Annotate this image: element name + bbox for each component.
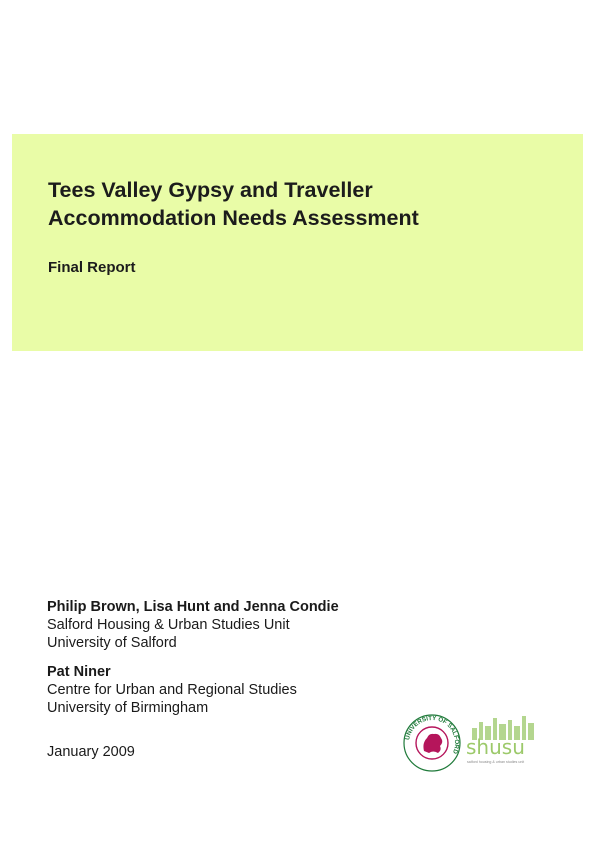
report-date: January 2009	[47, 744, 135, 760]
shusu-tagline: salford housing & urban studies unit	[467, 760, 525, 764]
salford-university-logo	[402, 713, 462, 773]
title-banner	[12, 134, 583, 351]
report-subtitle: Final Report	[48, 259, 136, 276]
author-names-birmingham: Pat Niner	[47, 664, 111, 680]
author-unit-birmingham: Centre for Urban and Regional Studies	[47, 682, 297, 698]
report-title	[48, 176, 419, 232]
author-institution-salford: University of Salford	[47, 635, 177, 651]
author-names-salford: Philip Brown, Lisa Hunt and Jenna Condie	[47, 599, 339, 615]
report-title-line-2: Accommodation Needs Assessment	[48, 206, 419, 230]
shusu-wordmark: shusu	[466, 735, 525, 759]
lion-emblem-icon	[423, 734, 442, 753]
authors-block	[47, 598, 339, 717]
author-institution-birmingham: University of Birmingham	[47, 700, 209, 716]
author-unit-salford: Salford Housing & Urban Studies Unit	[47, 617, 290, 633]
salford-ring-text: UNIVERSITY OF SALFORD	[404, 714, 461, 755]
shusu-logo	[464, 714, 542, 766]
report-title-line-1: Tees Valley Gypsy and Traveller	[48, 178, 373, 202]
